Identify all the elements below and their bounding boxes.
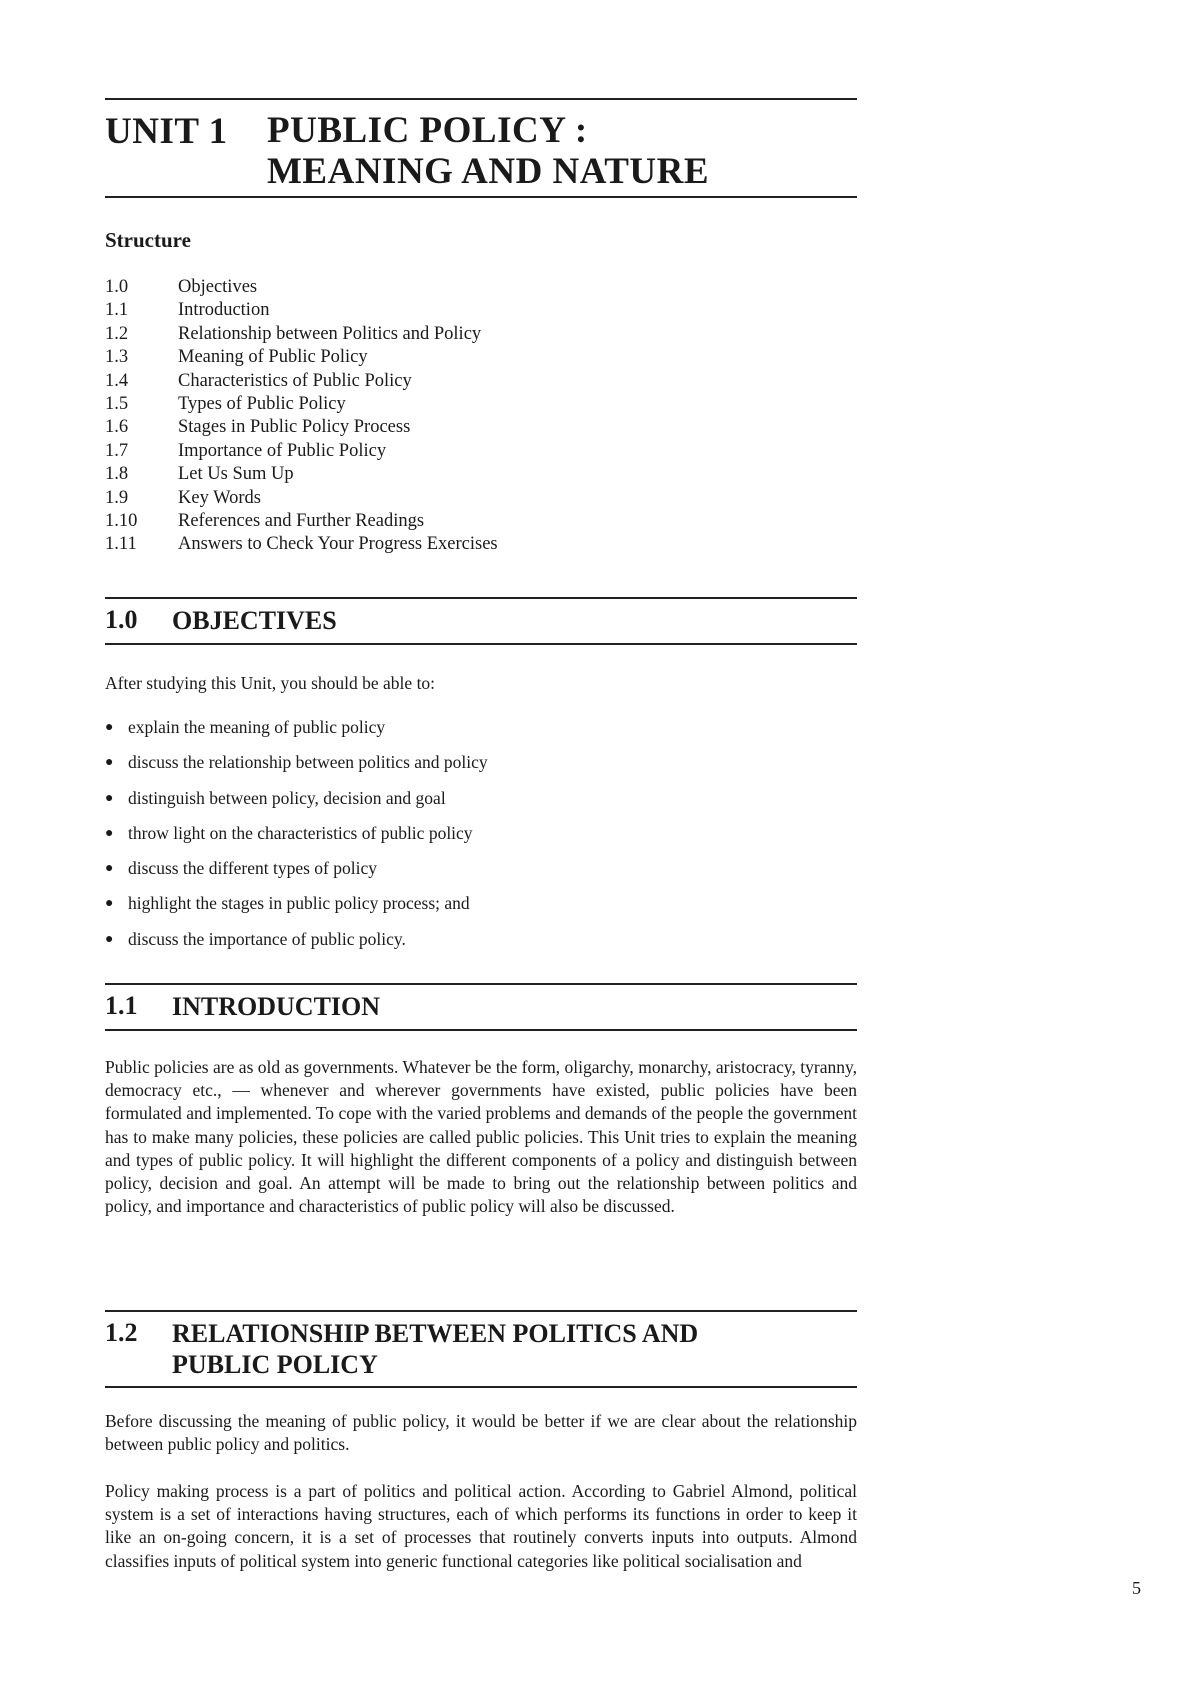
structure-item-title: Objectives <box>178 277 258 297</box>
unit-title-line-1: PUBLIC POLICY : <box>267 110 588 151</box>
bullet-icon: ● <box>105 755 114 771</box>
structure-item <box>105 416 705 439</box>
objective-text: throw light on the characteristics of public policy <box>128 822 473 843</box>
objective-item <box>105 851 857 886</box>
section-title-line-2: PUBLIC POLICY <box>172 1350 378 1379</box>
structure-item <box>105 510 705 533</box>
objective-text: discuss the relationship between politics and policy <box>128 752 488 773</box>
structure-item-title: References and Further Readings <box>178 510 425 531</box>
structure-item <box>105 370 705 393</box>
structure-item-number: 1.5 <box>105 393 129 414</box>
unit-label: UNIT 1 <box>105 111 228 152</box>
structure-item <box>105 440 705 463</box>
structure-item-title: Types of Public Policy <box>178 393 346 414</box>
objective-text: discuss the different types of policy <box>128 858 377 879</box>
structure-item <box>105 299 705 322</box>
structure-item-title: Meaning of Public Policy <box>178 347 368 368</box>
objective-item <box>105 922 857 957</box>
objective-text: discuss the importance of public policy. <box>128 928 406 949</box>
structure-item <box>105 323 705 346</box>
structure-item-number: 1.1 <box>105 300 129 321</box>
structure-heading: Structure <box>105 228 191 252</box>
bullet-icon: ● <box>105 825 114 841</box>
structure-item-number: 1.6 <box>105 417 129 438</box>
objective-text: explain the meaning of public policy <box>128 717 386 737</box>
structure-item-number: 1.11 <box>105 534 137 555</box>
section-heading-introduction <box>105 983 857 1031</box>
bullet-icon: ● <box>105 720 114 735</box>
structure-item <box>105 346 705 369</box>
structure-item <box>105 276 705 299</box>
section-number: 1.0 <box>105 605 138 634</box>
structure-item-number: 1.3 <box>105 347 129 368</box>
structure-item-number: 1.2 <box>105 323 129 344</box>
bullet-icon: ● <box>105 790 114 806</box>
objectives-list <box>105 710 857 957</box>
structure-item-number: 1.0 <box>105 277 129 297</box>
structure-item-title: Let Us Sum Up <box>178 464 294 485</box>
introduction-paragraph: Public policies are as old as governments. Whatever be the form, oligarchy, monarchy, aristocracy, tyranny, democracy etc., — whenever and wherever governments have existed, public policies have been formulated and implemented. To cope with the varied problems and demands of the people the government has to make many policies, these policies are called public policies. This Unit tries to explain the meaning and types of public policy. It will highlight the different components of a policy and distinguish between policy, decision and goal. An attempt will be made to bring out the relationship between politics and policy, and importance and characteristics of public policy will also be discussed. <box>105 1057 857 1217</box>
section-title: INTRODUCTION <box>172 992 381 1021</box>
section-heading-objectives <box>105 597 857 645</box>
relationship-paragraph-2: Policy making process is a part of politics and political action. According to Gabriel Almond, political system is a set of interactions having structures, each of which performs its functions in order to keep it like an on-going concern, it is a set of processes that routinely converts inputs into outputs. Almond classifies inputs of political system into generic functional categories like political socialisation and <box>105 1481 857 1571</box>
structure-item <box>105 533 705 556</box>
structure-list <box>105 276 705 557</box>
bullet-icon: ● <box>105 861 114 877</box>
bullet-icon: ● <box>105 896 114 912</box>
objective-item <box>105 745 857 780</box>
section-number: 1.2 <box>105 1318 138 1347</box>
structure-item-title: Relationship between Politics and Policy <box>178 323 482 344</box>
structure-item-title: Key Words <box>178 487 261 508</box>
structure-item-title: Importance of Public Policy <box>178 440 387 461</box>
structure-item-title: Characteristics of Public Policy <box>178 370 412 391</box>
unit-header <box>105 98 857 198</box>
structure-item-title: Introduction <box>178 300 270 321</box>
objective-item <box>105 781 857 816</box>
structure-item <box>105 463 705 486</box>
structure-item <box>105 487 705 510</box>
structure-item-title: Stages in Public Policy Process <box>178 417 411 438</box>
unit-title-line-2: MEANING AND NATURE <box>267 151 710 192</box>
objective-item <box>105 710 857 745</box>
section-number: 1.1 <box>105 991 138 1020</box>
section-heading-relationship <box>105 1310 857 1388</box>
section-title <box>172 1318 698 1380</box>
section-title: OBJECTIVES <box>172 606 337 635</box>
section-title-line-1: RELATIONSHIP BETWEEN POLITICS AND <box>172 1319 699 1348</box>
bullet-icon: ● <box>105 931 114 947</box>
objectives-intro: After studying this Unit, you should be able to: <box>105 673 436 693</box>
structure-item-number: 1.7 <box>105 440 129 461</box>
structure-item-number: 1.9 <box>105 487 129 508</box>
structure-item-number: 1.10 <box>105 510 138 531</box>
structure-item-number: 1.8 <box>105 464 129 485</box>
objective-item <box>105 886 857 921</box>
objective-text: highlight the stages in public policy process; and <box>128 893 470 914</box>
objective-text: distinguish between policy, decision and goal <box>128 787 446 808</box>
structure-item-number: 1.4 <box>105 370 129 391</box>
structure-item-title: Answers to Check Your Progress Exercises <box>178 534 498 555</box>
relationship-paragraph-1: Before discussing the meaning of public policy, it would be better if we are clear about the relationship between public policy and politics. <box>105 1411 857 1455</box>
structure-item <box>105 393 705 416</box>
page-number: 5 <box>1132 1578 1141 1598</box>
objective-item <box>105 816 857 851</box>
unit-title <box>267 110 709 192</box>
